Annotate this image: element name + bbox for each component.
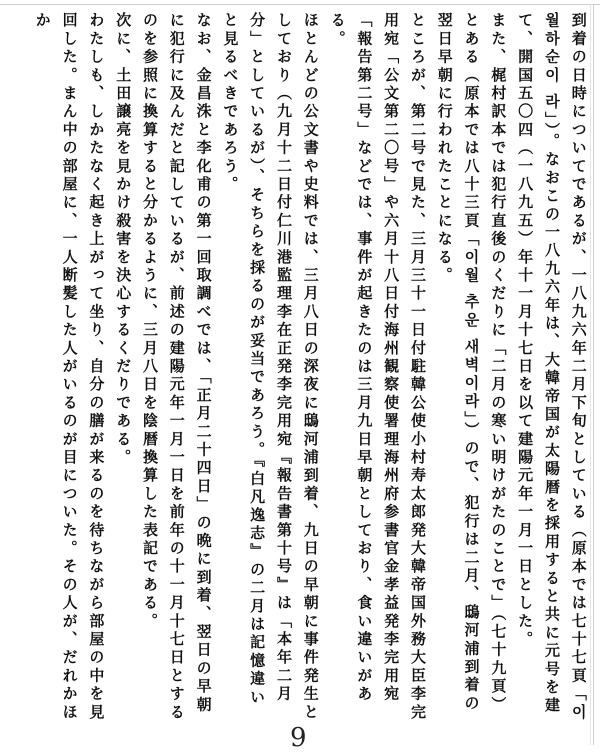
paragraph-quotation: わたしも、しかたなく起き上がって坐り、自分の膳が来るのを待ちながら部屋の中を見回した。まん中の部屋に、一人断髪した人がいるのが目についた。その人が、だれかほか: [33, 12, 106, 722]
body-text-block: [29, 12, 589, 724]
page-border-top: [0, 4, 600, 5]
vertical-body-text: [29, 12, 589, 724]
paragraph-historical-sources: ほとんどの公文書や史料では、三月八日の深夜に鴟河浦到着、九日の早朝に事件発生としており（九月十二日付仁川港監理李在正発李完用宛『報告書第十号』は「本年二月分」としているが）、そちらを採るのが妥当であろう。『白凡逸志』の二月は記憶違いと見るべきであろう。: [221, 12, 320, 722]
paragraph-next-section: 次に、土田譲亮を見かけ殺害を決心するくだりである。: [114, 12, 133, 467]
paragraph-first-interrogation: なお、金昌洙と李化甫の第一回取調べでは、「正月二十四日」の晩に到着、翌日の早朝に犯行に及んだと記しているが、前述の建陽元年一月一日を前年の十一月十七日とするのを参照に換算すると分かるように、三月八日を陰暦換算した表記である。: [140, 12, 213, 722]
paragraph-official-documents: ところが、第二号で見た、三月三十一日付駐韓公使小村寿太郎発大韓帝国外務大臣李完用宛「公文第二〇号」や六月十八日付海州観察使署理海州府参書官金孝益発李完用宛「報告第二号」などでは、事件が起きたのは三月九日早朝としており、食い違いがある。: [328, 12, 427, 722]
paragraph-kajimura-translation: また、梶村訳本では犯行直後のくだりに「二月の寒い明けがたのことで」（七十九頁）とある（原本では八十三頁「이월 추운 새벽이라」）ので、犯行は二月、鴟河浦到着の翌日早朝に行われたことになる。: [435, 12, 508, 715]
paragraph-arrival-date: 到着の日時についてであるが、一八九六年二月下旬としている（原本では七十七頁「이월하순이 라」）。なおこの一八九六年は、大韓帝国が太陽暦を採用すると共に元号を建て、開国五〇四（一八九五）年十一月十七日を以て建陽元年一月一日とした。: [516, 12, 588, 722]
page-border-right: [593, 4, 594, 745]
page-border-right-inner: [590, 4, 591, 745]
page-number: 9: [290, 723, 307, 753]
